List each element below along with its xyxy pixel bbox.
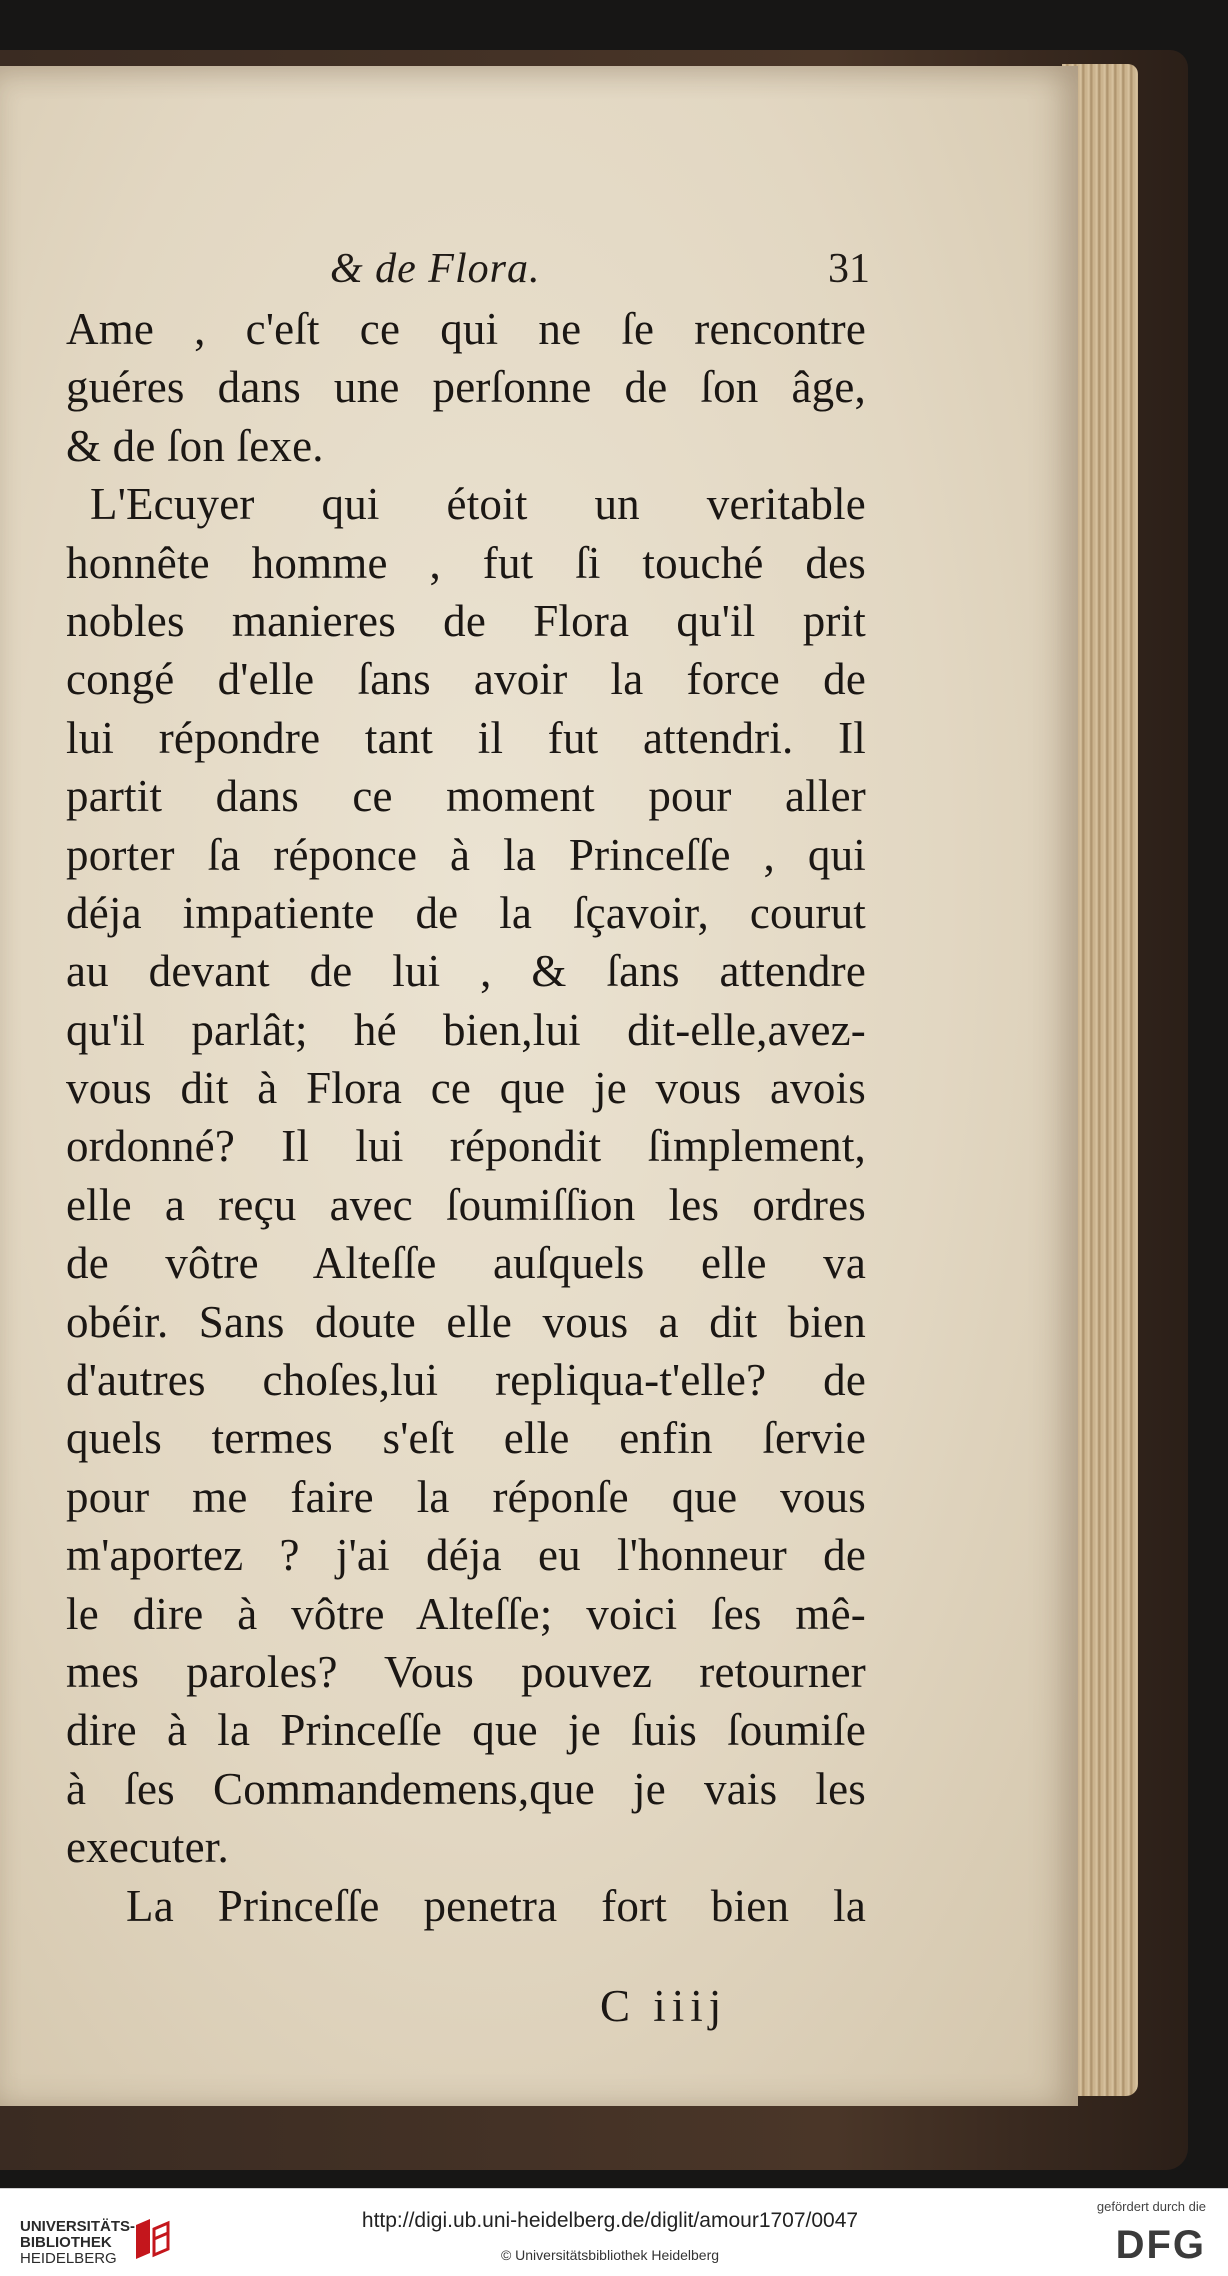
text-line: congé d'elle ſans avoir la force de <box>66 654 866 705</box>
library-name-line: UNIVERSITÄTS- <box>20 2218 136 2235</box>
page-number: 31 <box>828 246 870 292</box>
text-line: & de ſon ſexe. <box>66 420 324 471</box>
footer-bar <box>0 2188 1228 2276</box>
text-line: partit dans ce moment pour aller <box>66 771 866 822</box>
dfg-logo: DFG <box>1115 2223 1206 2267</box>
library-name-line: HEIDELBERG <box>20 2250 117 2267</box>
text-line: elle a reçu avec ſoumiſſion les ordres <box>66 1179 866 1230</box>
running-head <box>60 184 870 294</box>
text-line: quels termes s'eſt elle enfin ſervie <box>66 1413 866 1464</box>
library-name-line: BIBLIOTHEK <box>20 2234 112 2251</box>
text-line: nobles manieres de Flora qu'il prit <box>66 595 866 646</box>
text-line: porter ſa réponce à la Princeſſe , qui <box>66 829 866 880</box>
text-line: ordonné? Il lui répondit ſimplement, <box>66 1121 866 1172</box>
text-line: dire à la Princeſſe que je ſuis ſoumiſe <box>66 1705 866 1756</box>
text-line: pour me faire la réponſe que vous <box>66 1471 866 1522</box>
library-name <box>20 2218 136 2267</box>
signature-mark: C iiij <box>600 1981 728 2031</box>
text-line: à ſes Commandemens,que je vais les <box>66 1763 866 1814</box>
text-line: mes paroles? Vous pouvez retourner <box>66 1646 866 1697</box>
library-logo-icon <box>128 2215 176 2263</box>
text-line: executer. <box>66 1822 229 1873</box>
text-line: vous dit à Flora ce que je vous avois <box>66 1063 866 1114</box>
text-line: m'aportez ? j'ai déja eu l'honneur de <box>66 1530 866 1581</box>
funding-note: gefördert durch die <box>1096 2199 1206 2214</box>
text-line: La Princeſſe penetra fort bien la <box>126 1880 866 1931</box>
text-line: L'Ecuyer qui étoit un veritable <box>90 479 866 530</box>
text-line: d'autres choſes,lui repliqua-t'elle? de <box>66 1355 866 1406</box>
text-line: honnête homme , fut ſi touché des <box>66 537 866 588</box>
book-page <box>0 66 1078 2106</box>
copyright-notice: © Universitätsbibliothek Heidelberg <box>500 2247 720 2263</box>
text-line: guéres dans une perſonne de ſon âge, <box>66 362 866 413</box>
text-line: au devant de lui , & ſans attendre <box>66 946 866 997</box>
source-url-link[interactable]: http://digi.ub.uni-heidelberg.de/diglit/amour1707/0047 <box>361 2209 859 2232</box>
text-line: obéir. Sans doute elle vous a dit bien <box>66 1296 866 1347</box>
text-line: lui répondre tant il fut attendri. Il <box>66 712 866 763</box>
text-line: le dire à vôtre Alteſſe; voici ſes mê- <box>66 1588 866 1639</box>
running-title: & de Flora. <box>330 246 541 292</box>
text-line: qu'il parlât; hé bien,lui dit-elle,avez- <box>66 1004 866 1055</box>
text-line: Ame , c'eſt ce qui ne ſe rencontre <box>66 304 866 354</box>
text-line: de vôtre Alteſſe auſquels elle va <box>66 1238 866 1289</box>
text-line: déja impatiente de la ſçavoir, courut <box>66 887 866 938</box>
body-text <box>66 300 866 1935</box>
